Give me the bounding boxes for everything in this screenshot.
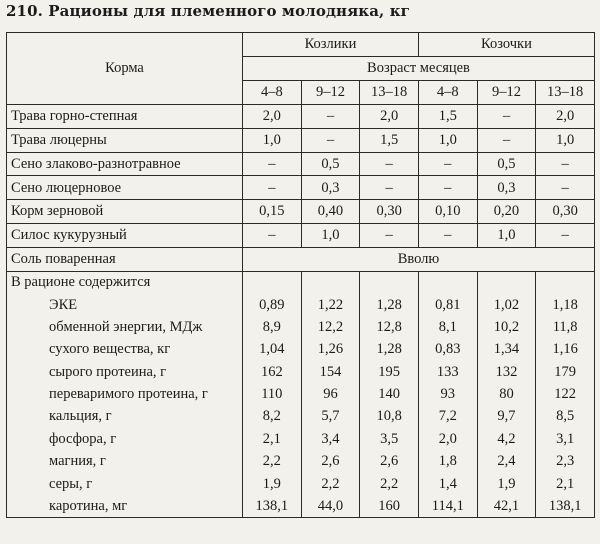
composition-row: [7, 450, 595, 472]
feed-row: [7, 176, 595, 200]
table-title: 210. Рационы для племенного молодняка, кг: [6, 2, 410, 20]
composition-row: [7, 361, 595, 383]
row-label: кальция, г: [7, 406, 243, 428]
table-cell: 0,30: [360, 200, 419, 224]
table-cell: 2,0: [243, 105, 302, 129]
composition-header-row: [7, 271, 595, 294]
table-cell: 2,0: [536, 105, 595, 129]
table-cell: –: [477, 128, 536, 152]
table-cell: 10,8: [360, 406, 419, 428]
row-label: Сено люцерновое: [7, 176, 243, 200]
table-cell: 9,7: [477, 406, 536, 428]
table-cell: 1,0: [536, 128, 595, 152]
table-cell: 1,34: [477, 338, 536, 360]
table-cell: 1,0: [243, 128, 302, 152]
table-cell: –: [418, 152, 477, 176]
table-cell: 0,15: [243, 200, 302, 224]
row-label: переваримого протеина, г: [7, 383, 243, 405]
age-col-header: 13–18: [536, 81, 595, 105]
table-cell: 8,2: [243, 406, 302, 428]
group-header-male: Козлики: [243, 33, 419, 57]
feeds-header: Корма: [7, 33, 243, 105]
table-cell: 44,0: [301, 495, 360, 518]
age-col-header: 13–18: [360, 81, 419, 105]
table-cell: 8,1: [418, 316, 477, 338]
table-cell: 2,2: [301, 473, 360, 495]
table-cell: 1,5: [418, 105, 477, 129]
table-cell: 0,40: [301, 200, 360, 224]
composition-label: В рационе содержится: [7, 271, 243, 294]
table-cell: 195: [360, 361, 419, 383]
composition-row: [7, 294, 595, 316]
composition-row: [7, 383, 595, 405]
table-cell: 154: [301, 361, 360, 383]
table-cell: 1,22: [301, 294, 360, 316]
table-cell: 162: [243, 361, 302, 383]
table-cell: 1,04: [243, 338, 302, 360]
table-cell: 1,28: [360, 338, 419, 360]
row-label: Корм зерновой: [7, 200, 243, 224]
table-cell: 1,9: [243, 473, 302, 495]
table-cell: 96: [301, 383, 360, 405]
table-cell: 138,1: [536, 495, 595, 518]
table-cell: –: [360, 223, 419, 247]
table-cell: –: [301, 128, 360, 152]
table-cell: 8,5: [536, 406, 595, 428]
composition-body: [7, 271, 595, 518]
table-cell: 138,1: [243, 495, 302, 518]
table-cell: –: [301, 105, 360, 129]
table-cell: –: [243, 152, 302, 176]
table-cell: –: [418, 176, 477, 200]
table-cell: 2,1: [243, 428, 302, 450]
table-cell: –: [360, 176, 419, 200]
table-cell: 7,2: [418, 406, 477, 428]
row-label: Трава люцерны: [7, 128, 243, 152]
table-cell: 93: [418, 383, 477, 405]
table-cell: 5,7: [301, 406, 360, 428]
table-cell: 80: [477, 383, 536, 405]
row-label: Трава горно-степная: [7, 105, 243, 129]
table-cell: 0,30: [536, 200, 595, 224]
table-cell: 0,20: [477, 200, 536, 224]
table-cell: 2,6: [301, 450, 360, 472]
table-cell: –: [536, 152, 595, 176]
table-cell: –: [418, 223, 477, 247]
table-cell: 0,89: [243, 294, 302, 316]
age-col-header: 9–12: [301, 81, 360, 105]
table-cell: 114,1: [418, 495, 477, 518]
table-cell: 160: [360, 495, 419, 518]
table-cell: –: [360, 152, 419, 176]
feed-row: [7, 152, 595, 176]
feed-row: [7, 105, 595, 129]
table-cell: 1,18: [536, 294, 595, 316]
age-header: Возраст месяцев: [243, 57, 595, 81]
composition-row: [7, 428, 595, 450]
table-cell: 1,16: [536, 338, 595, 360]
table-cell: 0,3: [477, 176, 536, 200]
table-cell: 2,0: [418, 428, 477, 450]
salt-name: Соль поваренная: [7, 247, 243, 271]
table-cell: 0,5: [477, 152, 536, 176]
table-cell: 1,0: [301, 223, 360, 247]
age-col-header: 4–8: [418, 81, 477, 105]
table-cell: 140: [360, 383, 419, 405]
table-cell: –: [243, 176, 302, 200]
table-cell: 132: [477, 361, 536, 383]
table-header: [7, 33, 595, 105]
composition-row: [7, 406, 595, 428]
table-cell: 179: [536, 361, 595, 383]
table-cell: 133: [418, 361, 477, 383]
row-label: фосфора, г: [7, 428, 243, 450]
row-label: Сено злаково-разнотравное: [7, 152, 243, 176]
salt-value: Вволю: [243, 247, 595, 271]
row-label: обменной энергии, МДж: [7, 316, 243, 338]
table-cell: 3,1: [536, 428, 595, 450]
table-cell: –: [536, 176, 595, 200]
row-label: серы, г: [7, 473, 243, 495]
table-cell: 1,4: [418, 473, 477, 495]
table-cell: 1,0: [477, 223, 536, 247]
table-cell: 1,02: [477, 294, 536, 316]
table-cell: 2,3: [536, 450, 595, 472]
table-cell: 12,2: [301, 316, 360, 338]
table-cell: 1,9: [477, 473, 536, 495]
table-cell: 11,8: [536, 316, 595, 338]
feed-row: [7, 200, 595, 224]
table-cell: 2,1: [536, 473, 595, 495]
ration-table: [6, 32, 595, 518]
table-cell: 2,2: [243, 450, 302, 472]
composition-row: [7, 338, 595, 360]
table-cell: 4,2: [477, 428, 536, 450]
table-cell: 122: [536, 383, 595, 405]
table-cell: 42,1: [477, 495, 536, 518]
feed-row: [7, 223, 595, 247]
row-label: сырого протеина, г: [7, 361, 243, 383]
row-label: магния, г: [7, 450, 243, 472]
table-cell: 2,2: [360, 473, 419, 495]
composition-row: [7, 473, 595, 495]
table-cell: 2,0: [360, 105, 419, 129]
row-label: сухого вещества, кг: [7, 338, 243, 360]
table-cell: 0,10: [418, 200, 477, 224]
table-cell: –: [536, 223, 595, 247]
table-cell: 1,8: [418, 450, 477, 472]
table-cell: 3,5: [360, 428, 419, 450]
group-header-female: Козочки: [418, 33, 594, 57]
feed-row: [7, 128, 595, 152]
table-cell: 0,81: [418, 294, 477, 316]
composition-row: [7, 495, 595, 518]
table-cell: 1,28: [360, 294, 419, 316]
row-label: Силос кукурузный: [7, 223, 243, 247]
row-label: каротина, мг: [7, 495, 243, 518]
table-cell: 0,83: [418, 338, 477, 360]
table-cell: 3,4: [301, 428, 360, 450]
table-cell: 110: [243, 383, 302, 405]
age-col-header: 9–12: [477, 81, 536, 105]
table-cell: 1,5: [360, 128, 419, 152]
table-cell: 1,26: [301, 338, 360, 360]
composition-row: [7, 316, 595, 338]
table-cell: –: [243, 223, 302, 247]
age-col-header: 4–8: [243, 81, 302, 105]
salt-row: [7, 247, 595, 271]
table-cell: 8,9: [243, 316, 302, 338]
table-cell: 0,3: [301, 176, 360, 200]
salt-body: [7, 247, 595, 271]
table-cell: 10,2: [477, 316, 536, 338]
table-cell: 1,0: [418, 128, 477, 152]
table-cell: –: [477, 105, 536, 129]
table-cell: 12,8: [360, 316, 419, 338]
table-cell: 2,4: [477, 450, 536, 472]
table-cell: 0,5: [301, 152, 360, 176]
table-cell: 2,6: [360, 450, 419, 472]
row-label: ЭКЕ: [7, 294, 243, 316]
feeds-body: [7, 105, 595, 248]
